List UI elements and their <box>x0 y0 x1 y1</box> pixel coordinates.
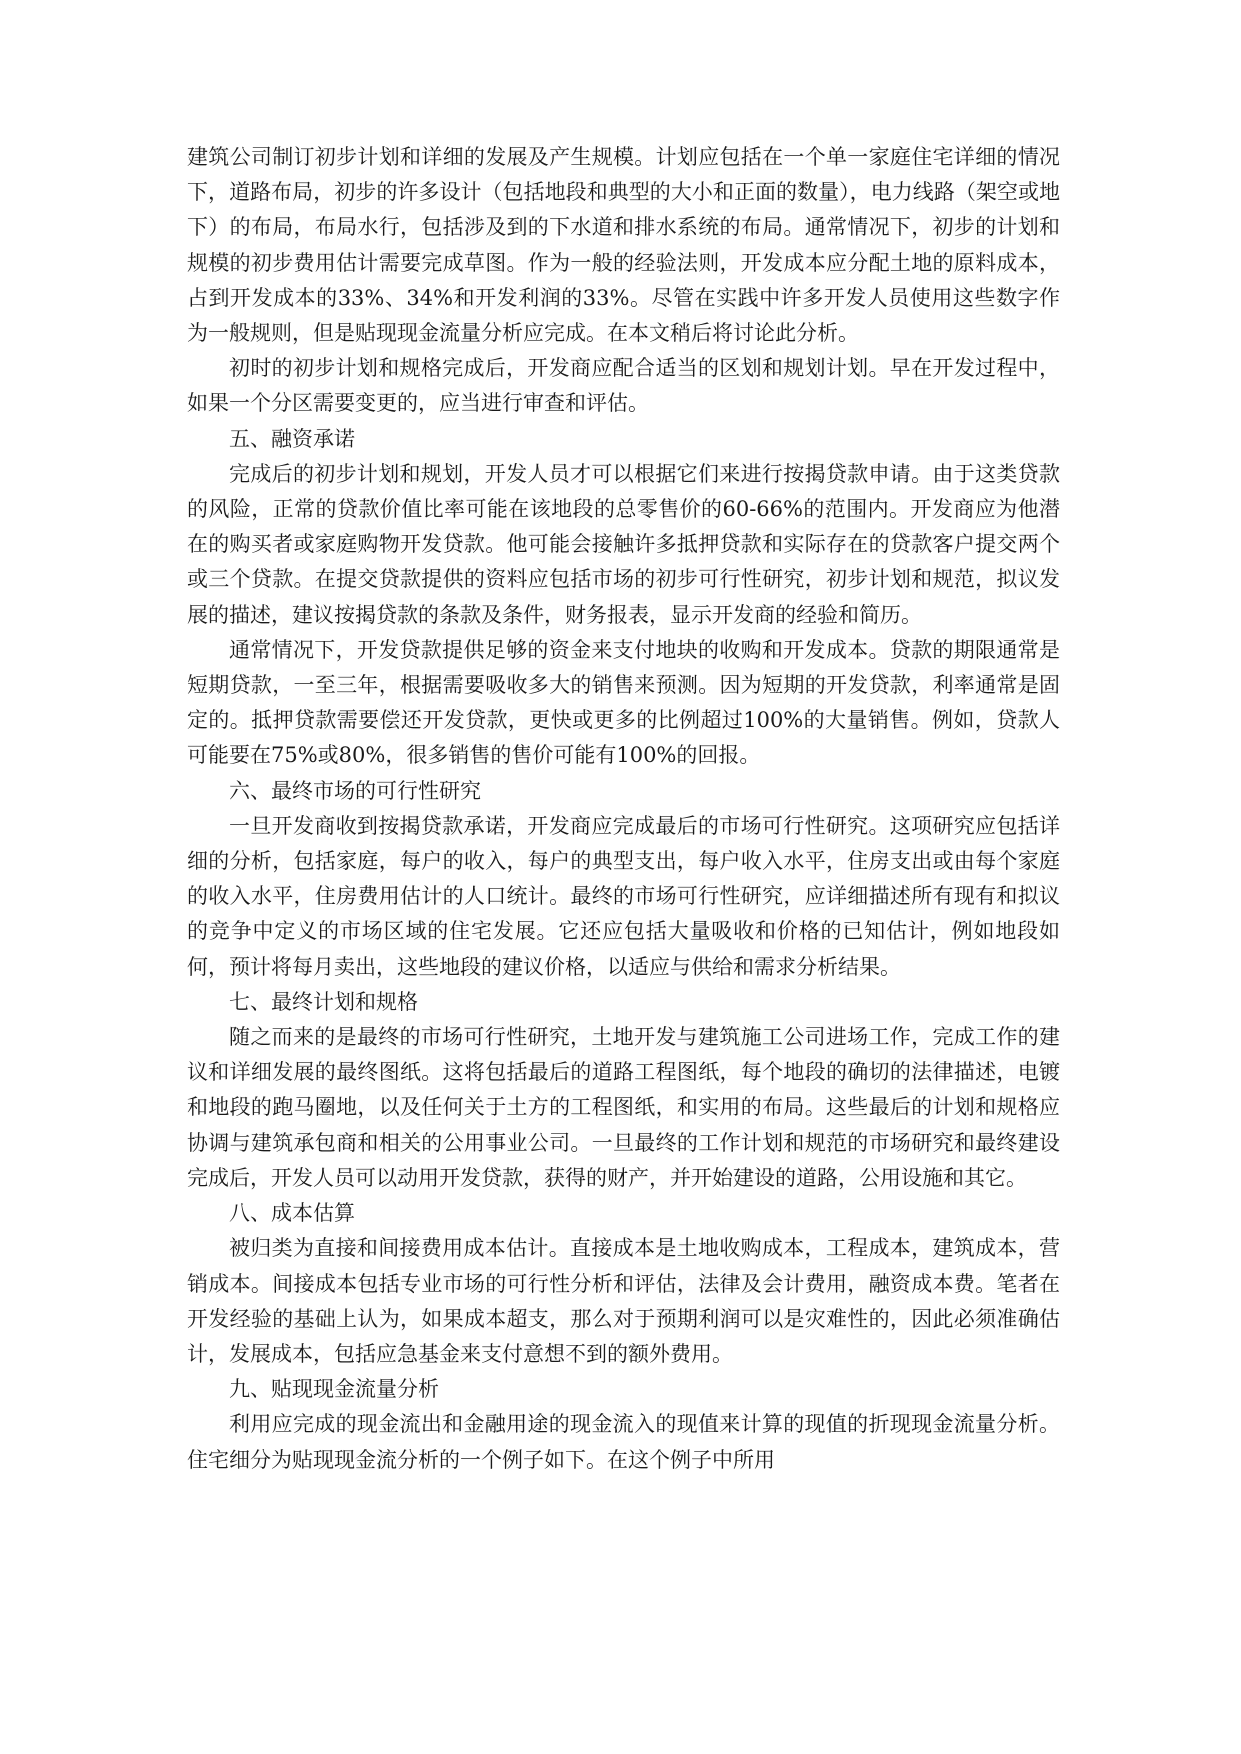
document-body <box>187 140 1060 1478</box>
section-heading-feasibility: 六、最终市场的可行性研究 <box>229 778 481 803</box>
paragraph-zoning: 初时的初步计划和规格完成后，开发商应配合适当的区划和规划计划。早在开发过程中，如果一个分区需要变更的，应当进行审查和评估。 <box>187 356 1060 416</box>
paragraph-final-plans: 随之而来的是最终的市场可行性研究，土地开发与建筑施工公司进场工作，完成工作的建议和详细发展的最终图纸。这将包括最后的道路工程图纸，每个地段的确切的法律描述，电镀和地段的跑马圈地，以及任何关于土方的工程图纸，和实用的布局。这些最后的计划和规格应协调与建筑承包商和相关的公用事业公司。一旦最终的工作计划和规范的市场研究和最终建设完成后，开发人员可以动用开发贷款，获得的财产，并开始建设的道路，公用设施和其它。 <box>187 1025 1060 1190</box>
paragraph-intro: 建筑公司制订初步计划和详细的发展及产生规模。计划应包括在一个单一家庭住宅详细的情况下，道路布局，初步的许多设计（包括地段和典型的大小和正面的数量），电力线路（架空或地下）的布局，布局水行，包括涉及到的下水道和排水系统的布局。通常情况下，初步的计划和规模的初步费用估计需要完成草图。作为一般的经验法则，开发成本应分配土地的原料成本，占到开发成本的33%、34%和开发利润的33%。尽管在实践中许多开发人员使用这些数字作为一般规则，但是贴现现金流量分析应完成。在本文稍后将讨论此分析。 <box>187 145 1060 346</box>
section-heading-final-plans: 七、最终计划和规格 <box>229 989 418 1014</box>
section-heading-dcf: 九、贴现现金流量分析 <box>229 1377 439 1402</box>
paragraph-dcf: 利用应完成的现金流出和金融用途的现金流入的现值来计算的现值的折现现金流量分析。住宅细分为贴现现金流分析的一个例子如下。在这个例子中所用 <box>187 1412 1060 1472</box>
paragraph-cost-estimate: 被归类为直接和间接费用成本估计。直接成本是土地收购成本，工程成本，建筑成本，营销成本。间接成本包括专业市场的可行性分析和评估，法律及会计费用，融资成本费。笔者在开发经验的基础上认为，如果成本超支，那么对于预期利润可以是灾难性的，因此必须准确估计，发展成本，包括应急基金来支付意想不到的额外费用。 <box>187 1236 1060 1366</box>
paragraph-development-loan: 通常情况下，开发贷款提供足够的资金来支付地块的收购和开发成本。贷款的期限通常是短期贷款，一至三年，根据需要吸收多大的销售来预测。因为短期的开发贷款，利率通常是固定的。抵押贷款需要偿还开发贷款，更快或更多的比例超过100%的大量销售。例如，贷款人可能要在75%或80%，很多销售的售价可能有100%的回报。 <box>187 637 1060 768</box>
paragraph-financing-application: 完成后的初步计划和规划，开发人员才可以根据它们来进行按揭贷款申请。由于这类贷款的风险，正常的贷款价值比率可能在该地段的总零售价的60-66%的范围内。开发商应为他潜在的购买者或家庭购物开发贷款。他可能会接触许多抵押贷款和实际存在的贷款客户提交两个或三个贷款。在提交贷款提供的资料应包括市场的初步可行性研究，初步计划和规范，拟议发展的描述，建议按揭贷款的条款及条件，财务报表，显示开发商的经验和简历。 <box>187 461 1060 627</box>
section-heading-cost-estimate: 八、成本估算 <box>229 1201 355 1226</box>
section-heading-financing: 五、融资承诺 <box>229 426 355 451</box>
paragraph-feasibility: 一旦开发商收到按揭贷款承诺，开发商应完成最后的市场可行性研究。这项研究应包括详细的分析，包括家庭，每户的收入，每户的典型支出，每户收入水平，住房支出或由每个家庭的收入水平，住房费用估计的人口统计。最终的市场可行性研究，应详细描述所有现有和拟议的竞争中定义的市场区域的住宅发展。它还应包括大量吸收和价格的已知估计，例如地段如何，预计将每月卖出，这些地段的建议价格，以适应与供给和需求分析结果。 <box>187 813 1060 979</box>
